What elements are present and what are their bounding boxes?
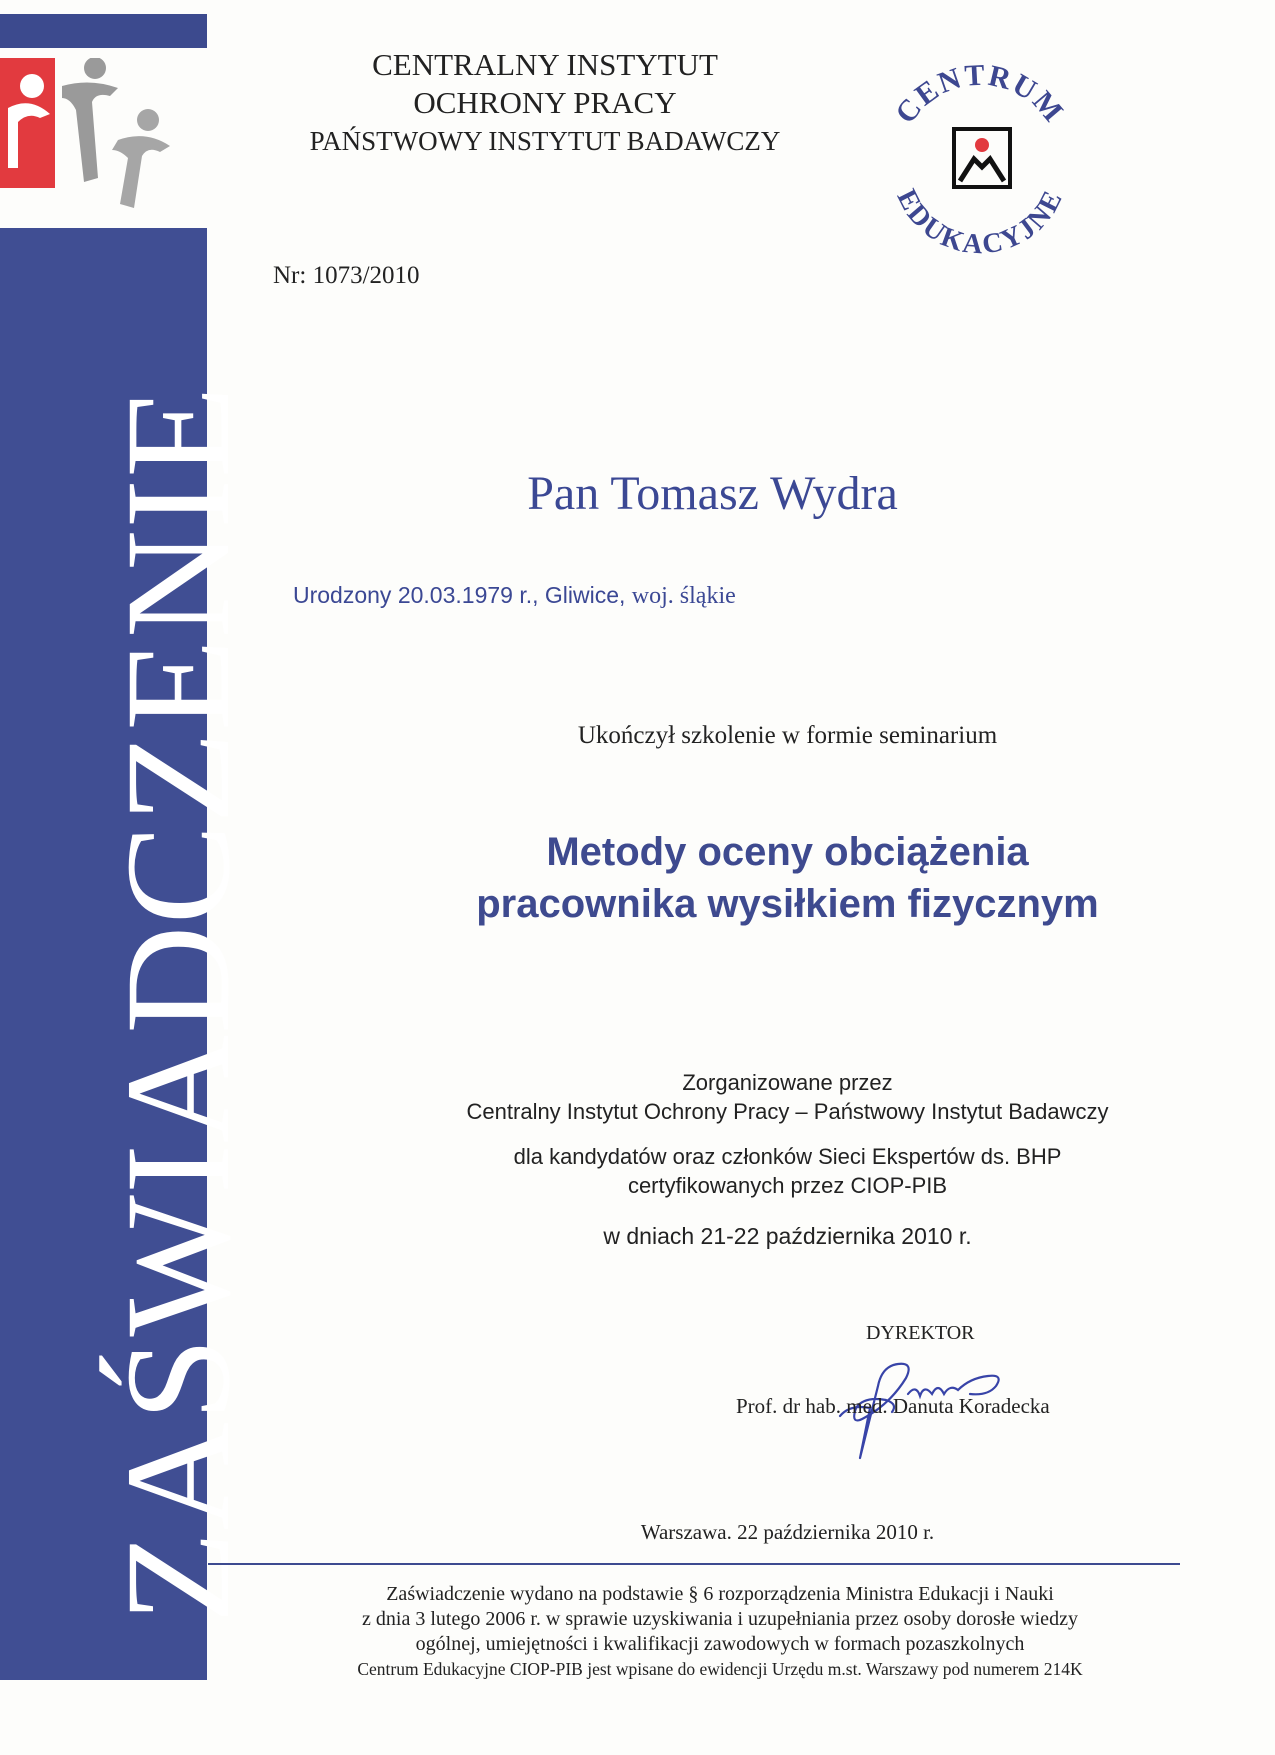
ciop-figures-logo (0, 58, 207, 218)
place-and-date: Warszawa. 22 października 2010 r. (640, 1520, 935, 1544)
institution-line-2: OCHRONY PRACY (413, 85, 677, 120)
footnote-line-3: ogólnej, umiejętności i kwalifikacji zawodowych w formach pozaszkolnych (415, 1633, 1025, 1655)
footnote-line-4: Centrum Edukacyjne CIOP-PIB jest wpisane do ewidencji Urzędu m.st. Warszawy pod numerem 214K (357, 1659, 1083, 1679)
svg-text:EDUKACYJNE (891, 185, 1070, 261)
birth-region: woj. śląkie (631, 583, 736, 609)
side-title-band (0, 228, 261, 1680)
certificate-number: Nr: 1073/2010 (273, 262, 420, 289)
course-title (300, 826, 1275, 930)
organizer-name: Centralny Instytut Ochrony Pracy – Państwowy Instytut Badawczy (466, 1099, 1109, 1124)
audience-line-2: certyfikowanych przez CIOP-PIB (627, 1173, 948, 1198)
organizer-label: Zorganizowane przez (682, 1070, 893, 1095)
svg-text:CENTRUM (889, 59, 1071, 130)
footer-divider (208, 1563, 1180, 1565)
audience-block (300, 1142, 1275, 1200)
training-dates: w dniach 21-22 października 2010 r. (603, 1223, 972, 1249)
course-title-line-2: pracownika wysiłkiem fizycznym (476, 882, 1099, 926)
director-title: DYREKTOR (866, 1322, 975, 1344)
document-title-vertical: ZAŚWIADCZENIE (95, 385, 261, 1623)
centrum-edukacyjne-seal (870, 55, 1090, 275)
seal-top-text: CENTRUM (889, 58, 1071, 130)
audience-line-1: dla kandydatów oraz członków Sieci Ekspertów ds. BHP (513, 1144, 1062, 1169)
top-color-strip (0, 14, 207, 48)
organizer-block (300, 1068, 1275, 1126)
institution-line-3: PAŃSTWOWY INSTYTUT BADAWCZY (309, 126, 781, 156)
birth-info (293, 582, 736, 610)
director-name: Prof. dr hab. med. Danuta Koradecka (736, 1394, 1050, 1418)
seal-bottom-text: EDUKACYJNE (890, 184, 1070, 261)
course-title-line-1: Metody oceny obciążenia (546, 830, 1029, 874)
birth-date-place: Urodzony 20.03.1979 r., Gliwice, (293, 582, 626, 608)
institution-header (260, 46, 830, 160)
completion-statement: Ukończył szkolenie w formie seminarium (577, 722, 998, 749)
footnote-line-2: z dnia 3 lutego 2006 r. w sprawie uzyskiwania i uzupełniania przez osoby dorosłe wiedzy (362, 1608, 1078, 1630)
institution-line-1: CENTRALNY INSTYTUT (372, 47, 718, 82)
legal-footnote (230, 1582, 1210, 1682)
footnote-line-1: Zaświadczenie wydano na podstawie § 6 rozporządzenia Ministra Edukacji i Nauki (386, 1583, 1054, 1605)
recipient-name: Pan Tomasz Wydra (527, 467, 898, 520)
